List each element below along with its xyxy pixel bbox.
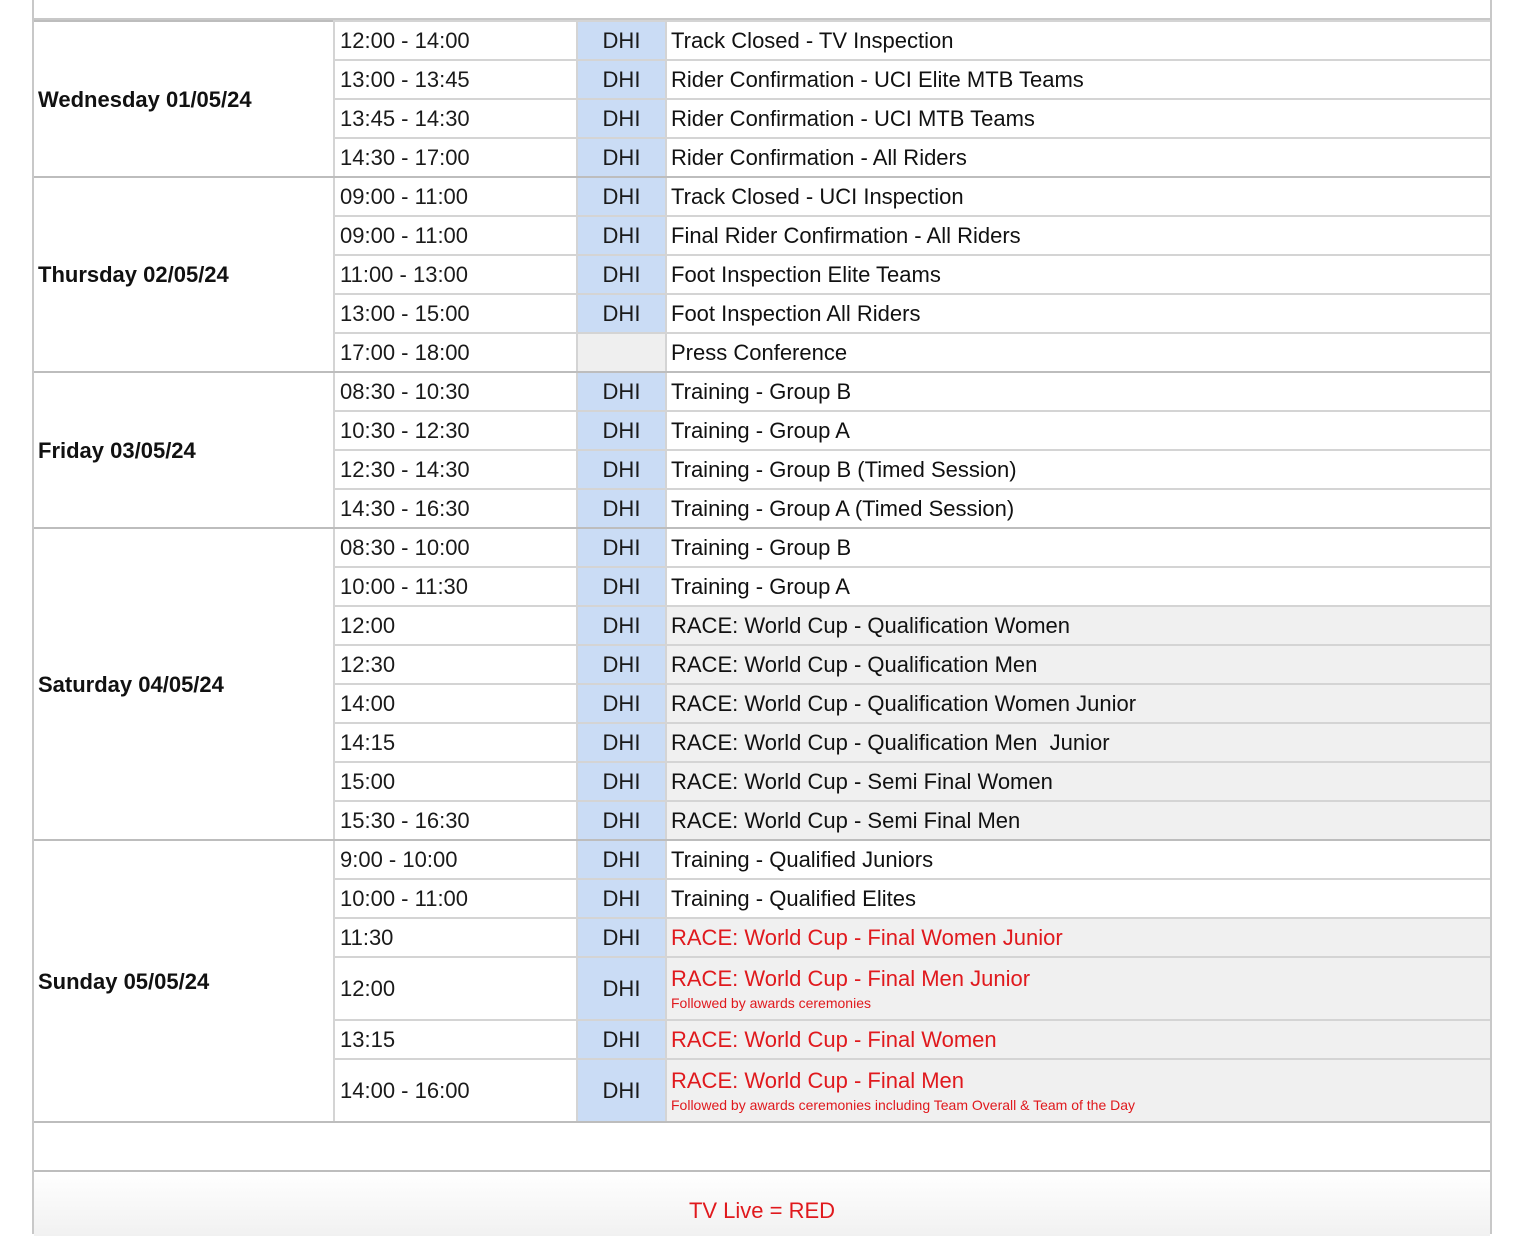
discipline-cell: DHI [577, 606, 666, 645]
discipline-cell: DHI [577, 684, 666, 723]
table-row [34, 177, 1490, 216]
discipline-cell: DHI [577, 21, 666, 60]
event-cell: RACE: World Cup - Qualification Women Junior [666, 684, 1490, 723]
event-cell: Rider Confirmation - All Riders [666, 138, 1490, 177]
table-top-band [34, 0, 1490, 20]
time-cell: 12:00 [334, 606, 577, 645]
event-cell: Training - Qualified Elites [666, 879, 1490, 918]
time-cell: 15:30 - 16:30 [334, 801, 577, 840]
discipline-cell: DHI [577, 99, 666, 138]
time-cell: 14:30 - 16:30 [334, 489, 577, 528]
discipline-cell: DHI [577, 567, 666, 606]
discipline-cell: DHI [577, 723, 666, 762]
event-cell: Final Rider Confirmation - All Riders [666, 216, 1490, 255]
event-cell: Training - Group B [666, 372, 1490, 411]
discipline-cell: DHI [577, 372, 666, 411]
discipline-cell: DHI [577, 1020, 666, 1059]
day-label: Friday 03/05/24 [34, 372, 334, 528]
time-cell: 09:00 - 11:00 [334, 177, 577, 216]
table-row [34, 372, 1490, 411]
time-cell: 14:00 [334, 684, 577, 723]
event-cell: RACE: World Cup - Semi Final Men [666, 801, 1490, 840]
schedule-sheet [32, 0, 1492, 1234]
day-label: Saturday 04/05/24 [34, 528, 334, 840]
time-cell: 11:30 [334, 918, 577, 957]
discipline-cell: DHI [577, 294, 666, 333]
time-cell: 17:00 - 18:00 [334, 333, 577, 372]
discipline-cell: DHI [577, 60, 666, 99]
event-cell [666, 957, 1490, 1020]
event-note: Followed by awards ceremonies including Team Overall & Team of the Day [671, 1096, 1136, 1113]
event-cell [666, 1059, 1490, 1122]
discipline-cell: DHI [577, 645, 666, 684]
time-cell: 13:00 - 15:00 [334, 294, 577, 333]
time-cell: 10:30 - 12:30 [334, 411, 577, 450]
time-cell: 13:15 [334, 1020, 577, 1059]
discipline-cell: DHI [577, 879, 666, 918]
time-cell: 12:30 [334, 645, 577, 684]
time-cell: 14:15 [334, 723, 577, 762]
event-cell: Rider Confirmation - UCI Elite MTB Teams [666, 60, 1490, 99]
time-cell: 12:00 [334, 957, 577, 1020]
event-cell: Rider Confirmation - UCI MTB Teams [666, 99, 1490, 138]
discipline-cell: DHI [577, 918, 666, 957]
time-cell: 09:00 - 11:00 [334, 216, 577, 255]
time-cell: 10:00 - 11:00 [334, 879, 577, 918]
discipline-cell: DHI [577, 528, 666, 567]
event-title: RACE: World Cup - Final Men [671, 1067, 965, 1093]
time-cell: 9:00 - 10:00 [334, 840, 577, 879]
event-cell: Track Closed - TV Inspection [666, 21, 1490, 60]
time-cell: 14:30 - 17:00 [334, 138, 577, 177]
event-cell: Training - Group B (Timed Session) [666, 450, 1490, 489]
time-cell: 11:00 - 13:00 [334, 255, 577, 294]
time-cell: 14:00 - 16:00 [334, 1059, 577, 1122]
time-cell: 10:00 - 11:30 [334, 567, 577, 606]
schedule-table [34, 20, 1490, 1123]
time-cell: 12:00 - 14:00 [334, 21, 577, 60]
day-label: Sunday 05/05/24 [34, 840, 334, 1122]
event-title: RACE: World Cup - Final Men Junior [671, 965, 1031, 991]
discipline-cell: DHI [577, 255, 666, 294]
table-row [34, 528, 1490, 567]
time-cell: 12:30 - 14:30 [334, 450, 577, 489]
event-note: Followed by awards ceremonies [671, 994, 871, 1011]
discipline-cell [577, 333, 666, 372]
day-label: Wednesday 01/05/24 [34, 21, 334, 177]
event-cell: RACE: World Cup - Qualification Men Junior [666, 723, 1490, 762]
discipline-cell: DHI [577, 216, 666, 255]
table-row [34, 840, 1490, 879]
tv-live-legend: TV Live = RED [34, 1170, 1490, 1236]
time-cell: 13:00 - 13:45 [334, 60, 577, 99]
day-label: Thursday 02/05/24 [34, 177, 334, 372]
event-cell: Training - Group B [666, 528, 1490, 567]
event-cell: RACE: World Cup - Qualification Men [666, 645, 1490, 684]
discipline-cell: DHI [577, 177, 666, 216]
event-cell: Training - Group A [666, 411, 1490, 450]
discipline-cell: DHI [577, 840, 666, 879]
discipline-cell: DHI [577, 1059, 666, 1122]
event-cell: Training - Qualified Juniors [666, 840, 1490, 879]
event-cell: Training - Group A (Timed Session) [666, 489, 1490, 528]
event-cell: Training - Group A [666, 567, 1490, 606]
table-row [34, 21, 1490, 60]
discipline-cell: DHI [577, 489, 666, 528]
time-cell: 13:45 - 14:30 [334, 99, 577, 138]
time-cell: 15:00 [334, 762, 577, 801]
discipline-cell: DHI [577, 957, 666, 1020]
event-cell: RACE: World Cup - Qualification Women [666, 606, 1490, 645]
discipline-cell: DHI [577, 762, 666, 801]
discipline-cell: DHI [577, 138, 666, 177]
event-cell: Foot Inspection All Riders [666, 294, 1490, 333]
event-cell: Foot Inspection Elite Teams [666, 255, 1490, 294]
time-cell: 08:30 - 10:30 [334, 372, 577, 411]
discipline-cell: DHI [577, 450, 666, 489]
event-cell: Press Conference [666, 333, 1490, 372]
event-cell: RACE: World Cup - Final Women [666, 1020, 1490, 1059]
event-cell: Track Closed - UCI Inspection [666, 177, 1490, 216]
discipline-cell: DHI [577, 801, 666, 840]
event-cell: RACE: World Cup - Semi Final Women [666, 762, 1490, 801]
discipline-cell: DHI [577, 411, 666, 450]
time-cell: 08:30 - 10:00 [334, 528, 577, 567]
event-cell: RACE: World Cup - Final Women Junior [666, 918, 1490, 957]
